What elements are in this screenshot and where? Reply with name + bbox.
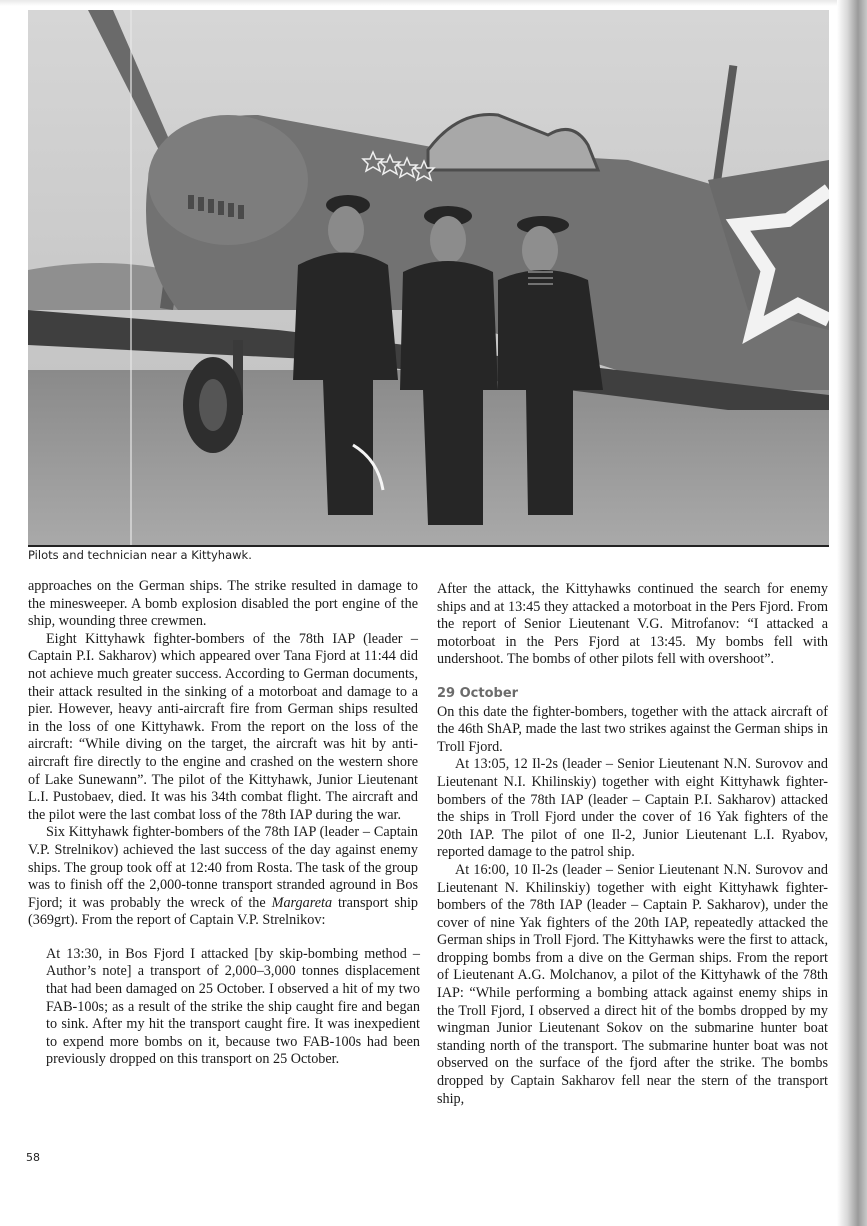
book-binding-shadow bbox=[837, 0, 867, 1226]
right-column bbox=[437, 581, 828, 1108]
left-column bbox=[28, 578, 418, 1069]
photo-illustration bbox=[28, 10, 829, 545]
paragraph: On this date the fighter-bombers, together with the attack aircraft of the 46th ShAP, made the last two strikes against the German ships in Troll Fjord. bbox=[437, 703, 828, 755]
text-run: transport ship (369grt). From the report of Captain V.P. Strelnikov: bbox=[28, 894, 418, 929]
paragraph: Eight Kittyhawk fighter-bombers of the 78th IAP (leader – Captain P.I. Sakharov) which appeared over Tana Fjord at 11:44 did not achieve much greater success. According to German documents, their attack resulted in the sinking of a motorboat and damage to a pier. However, heavy anti-aircraft fire from German ships resulted in the loss of one Kittyhawk. From the report on the loss of the aircraft: “While diving on the target, the aircraft was hit by anti-aircraft fire directly to the engine and crashed on the western shore of Lake Sunewann”. The pilot of the Kittyhawk, Junior Lieutenant L.I. Pustobaev, died. It was his 34th combat flight. The aircraft and the pilot were the last combat loss of the 78th IAP during the war. bbox=[28, 630, 418, 823]
kittyhawk-photo bbox=[28, 10, 829, 547]
paragraph: At 13:05, 12 Il-2s (leader – Senior Lieutenant N.N. Surovov and Lieutenant N.I. Khilinskiy) together with eight Kittyhawk fighter-bombers of the 78th IAP (leader – Captain P.I. Sakharov) attacked the ships in Troll Fjord under the cover of 16 Yak fighters of the 20th IAP. The pilot of one Il-2, Junior Lieutenant L.I. Ryabov, reported damage to the patrol ship. bbox=[437, 756, 828, 861]
paragraph: approaches on the German ships. The strike resulted in damage to the minesweeper. A bomb explosion disabled the port engine of the ship, wounding three crewmen. bbox=[28, 578, 418, 630]
paragraph: At 16:00, 10 Il-2s (leader – Senior Lieutenant N.N. Surovov and Lieutenant N. Khilinskiy) together with eight Kittyhawk fighter-bombers of the 78th IAP (leader – Captain P. Sakharov), under the cover of nine Yak fighters of the 20th IAP, repeatedly attacked the German ships in Troll Fjord. The Kittyhawks were the first to attack, dropping bombs from a dive on the German ships. From the report of Lieutenant A.G. Molchanov, a pilot of the Kittyhawk of the 78th IAP: “While performing a bombing attack against enemy ships in the Troll Fjord, I observed a direct hit of the bombs dropped by my wingman Junior Lieutenant Sokov on the submarine hunter boat standing north of the transport. The submarine hunter boat was not observed on the surface of the fjord after the strike. The bombs dropped by Captain Sakharov fell near the stern of the transport ship, bbox=[437, 861, 828, 1107]
paragraph: After the attack, the Kittyhawks continued the search for enemy ships and at 13:45 they attacked a motorboat in the Pers Fjord. From the report of Senior Lieutenant V.G. Mitrofanov: “I attacked a motorboat in the Pers Fjord at 13:45. My bombs fell with undershoot. The bombs of other pilots fell with overshoot”. bbox=[437, 581, 828, 668]
photo-caption: Pilots and technician near a Kittyhawk. bbox=[28, 548, 252, 562]
scan-top-edge bbox=[0, 0, 867, 6]
text-run: Six Kittyhawk fighter-bombers of the 78th IAP (leader – Captain V.P. Strelnikov) achieved the last success of the day against enemy ships. The group took off at 12:40 from Rosta. The task of the group was to finish off the 2,000-tonne transport stranded aground in Bos Fjord; it was probably the wreck of the bbox=[28, 824, 418, 911]
page-number: 58 bbox=[26, 1151, 40, 1164]
block-quote: At 13:30, in Bos Fjord I attacked [by skip-bombing method – Author’s note] a transport of 2,000–3,000 tonnes displacement that had been damaged on 25 October. I observed a hit of my two FAB-100s; as a result of the strike the ship caught fire and began to sink. After my hit the transport caught fire. It was inexpedient to expend more bombs on it, because two FAB-100s had been previously dropped on this transport on 25 October. bbox=[46, 945, 420, 1068]
paragraph bbox=[28, 824, 418, 930]
ship-name-italic: Margareta bbox=[271, 894, 333, 911]
section-heading: 29 October bbox=[437, 685, 519, 701]
